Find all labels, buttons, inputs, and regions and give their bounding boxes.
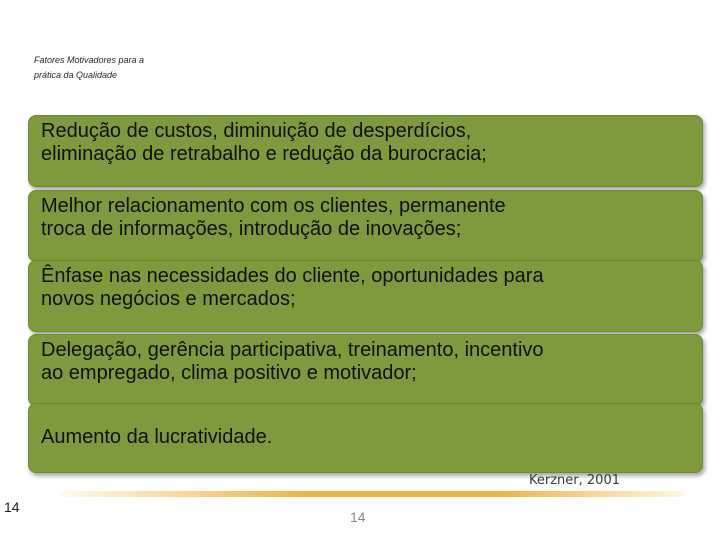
slide-title — [34, 53, 144, 83]
slide-title-line-1: Fatores Motivadores para a — [34, 55, 145, 65]
slide-title-line-2: prática da Qualidade — [34, 70, 118, 80]
page-number-footer: 14 — [350, 509, 366, 525]
motivator-box-3 — [28, 260, 703, 332]
motivator-box-1 — [28, 115, 703, 187]
motivator-text-2a: Melhor relacionamento com os clientes, permanente — [41, 195, 506, 217]
page-number-left: 14 — [4, 499, 20, 515]
motivator-text-2b: troca de informações, introdução de inovações; — [41, 218, 462, 240]
motivator-box-4 — [28, 334, 703, 406]
motivator-box-2 — [28, 190, 703, 262]
motivator-text-5a: Aumento da lucratividade. — [41, 426, 273, 448]
motivator-text-4b: ao empregado, clima positivo e motivador; — [41, 362, 417, 384]
motivator-text-1a: Redução de custos, diminuição de desperdícios, — [41, 120, 472, 142]
motivator-text-1b: eliminação de retrabalho e redução da burocracia; — [41, 143, 487, 165]
motivator-text-3a: Ênfase nas necessidades do cliente, oportunidades para — [41, 265, 544, 287]
motivator-text-4a: Delegação, gerência participativa, treinamento, incentivo — [41, 339, 544, 361]
source-citation: Kerzner, 2001 — [529, 473, 620, 488]
motivator-box-5 — [28, 403, 703, 473]
motivator-text-3b: novos negócios e mercados; — [41, 288, 296, 310]
footer-bar — [60, 491, 684, 497]
